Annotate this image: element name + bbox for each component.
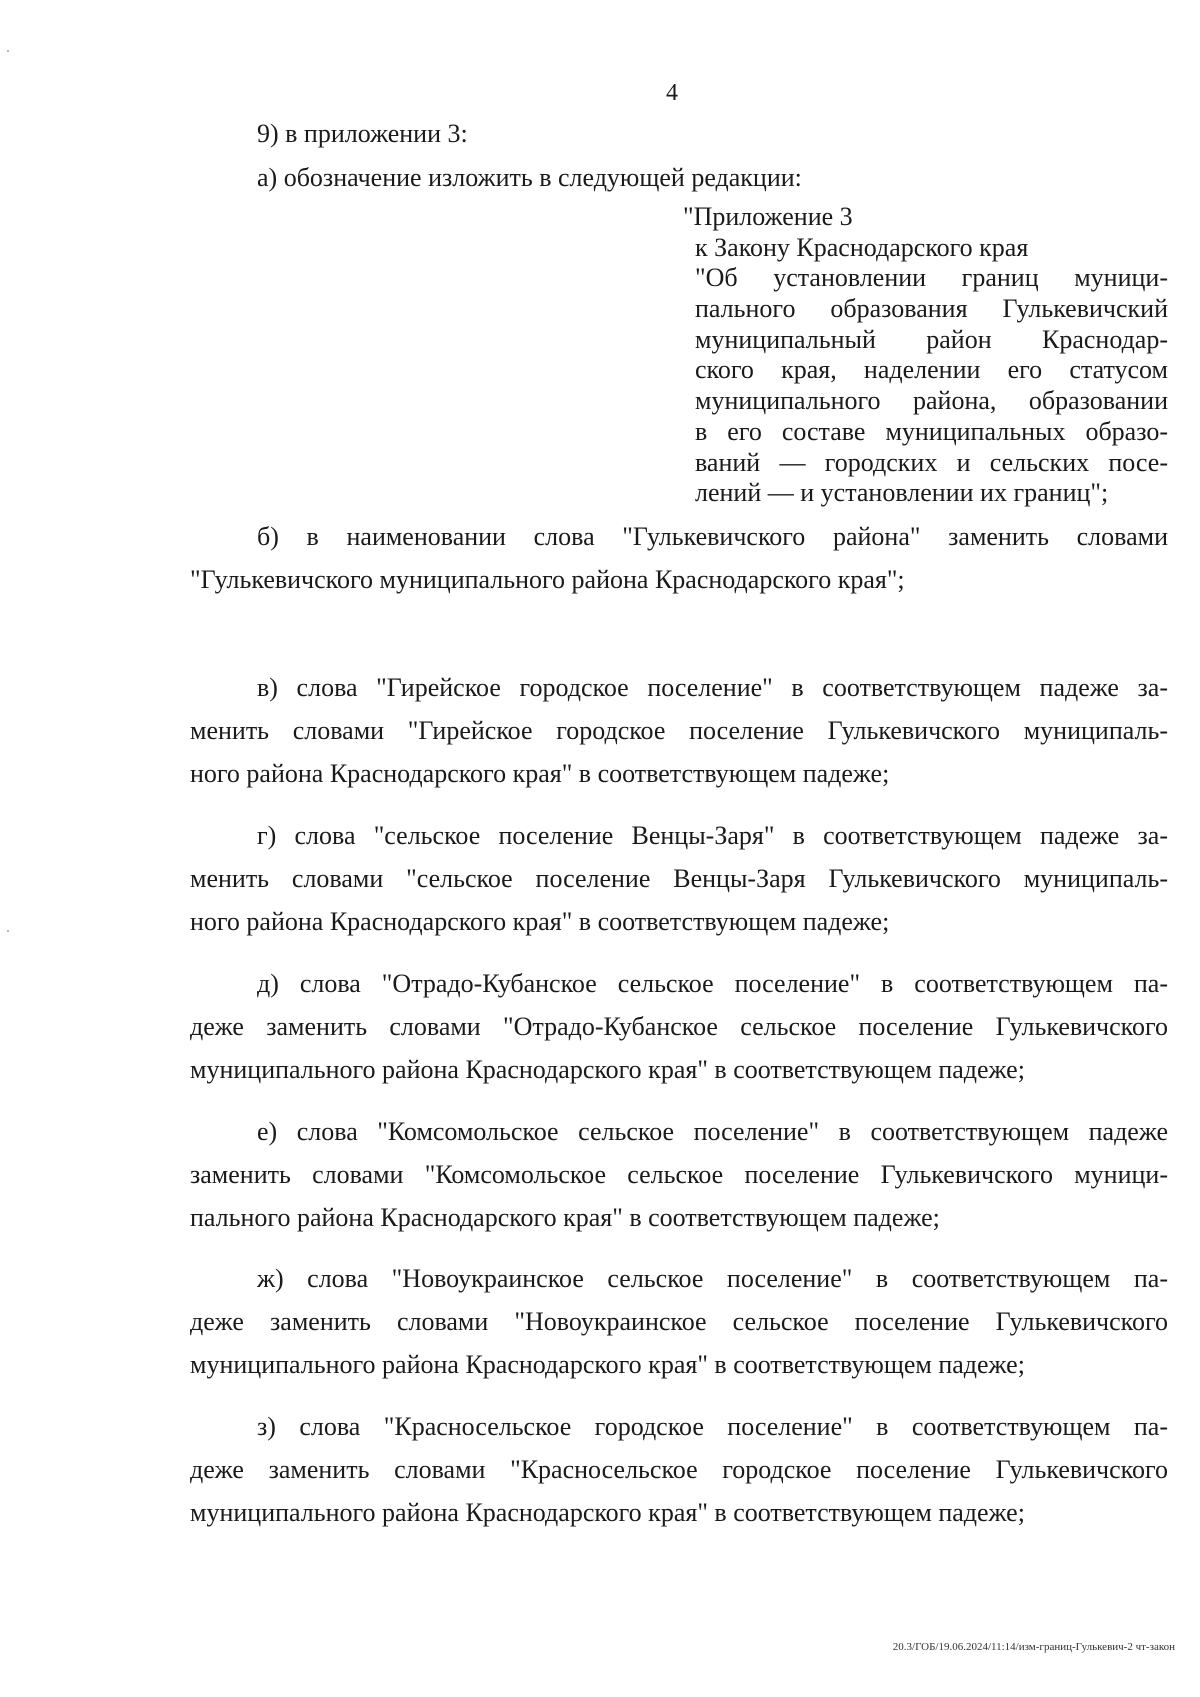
text-line: е) слова "Комсомольское сельское поселение" в соответствующем падеже [257,1117,1168,1146]
text-line: менить словами "Гирейское городское поселение Гулькевичского муниципаль- [190,716,1168,745]
page-number: 4 [666,80,678,106]
text-line: муниципального района Краснодарского края" в соответствующем падеже; [190,1350,1025,1379]
text-line: ного района Краснодарского края" в соответствующем падеже; [190,907,890,936]
scan-artifact [7,930,9,932]
paragraph-g [190,814,1168,943]
appendix-line: пального образования Гулькевичский [695,294,1168,324]
appendix-line: лений — и установлении их границ"; [695,478,1109,508]
text-line: 9) в приложении 3: [257,119,468,148]
text-line: ж) слова "Новоукраинское сельское поселение" в соответствующем па- [257,1264,1168,1293]
appendix-line: "Об установлении границ муници- [695,263,1168,293]
paragraph-zh [190,1257,1168,1386]
paragraph-v [190,666,1168,795]
item-a [257,156,957,199]
appendix-heading [683,202,1168,509]
text-line: г) слова "сельское поселение Венцы-Заря" в соответствующем падеже за- [257,821,1168,850]
item-9 [257,112,857,155]
document-footer-code: 20.3/ГОБ/19.06.2024/11:14/изм-границ-Гулькевич-2 чт-закон [892,1641,1175,1653]
text-line: "Гулькевичского муниципального района Краснодарского края"; [190,565,905,594]
text-line: ного района Краснодарского края" в соответствующем падеже; [190,759,890,788]
appendix-line: в его составе муниципальных образо- [695,416,1168,446]
appendix-line: ваний — городских и сельских посе- [695,447,1168,477]
scan-artifact [7,50,9,52]
paragraph-b [190,515,1168,601]
appendix-line: муниципальный район Краснодар- [695,324,1168,354]
text-line: а) обозначение изложить в следующей редакции: [257,163,802,192]
text-line: д) слова "Отрадо-Кубанское сельское поселение" в соответствующем па- [257,969,1168,998]
text-line: з) слова "Красносельское городское поселение" в соответствующем па- [257,1412,1168,1441]
text-line: заменить словами "Комсомольское сельское поселение Гулькевичского муници- [190,1160,1168,1189]
appendix-line: ского края, наделении его статусом [695,355,1168,385]
text-line: пального района Краснодарского края" в соответствующем падеже; [190,1203,940,1232]
text-line: деже заменить словами "Отрадо-Кубанское сельское поселение Гулькевичского [190,1012,1168,1041]
text-line: деже заменить словами "Красносельское городское поселение Гулькевичского [190,1455,1168,1484]
paragraph-e [190,1110,1168,1239]
text-line: муниципального района Краснодарского края" в соответствующем падеже; [190,1055,1025,1084]
appendix-line: муниципального района, образовании [695,386,1168,416]
text-line: менить словами "сельское поселение Венцы-Заря Гулькевичского муниципаль- [190,864,1168,893]
text-line: в) слова "Гирейское городское поселение" в соответствующем падеже за- [257,673,1168,702]
paragraph-d [190,962,1168,1091]
appendix-line: "Приложение 3 [683,202,853,231]
text-line: деже заменить словами "Новоукраинское сельское поселение Гулькевичского [190,1307,1168,1336]
text-line: муниципального района Краснодарского края" в соответствующем падеже; [190,1498,1025,1527]
text-line: б) в наименовании слова "Гулькевичского района" заменить словами [257,522,1168,551]
paragraph-z [190,1405,1168,1534]
appendix-line: к Закону Краснодарского края [695,232,1029,262]
